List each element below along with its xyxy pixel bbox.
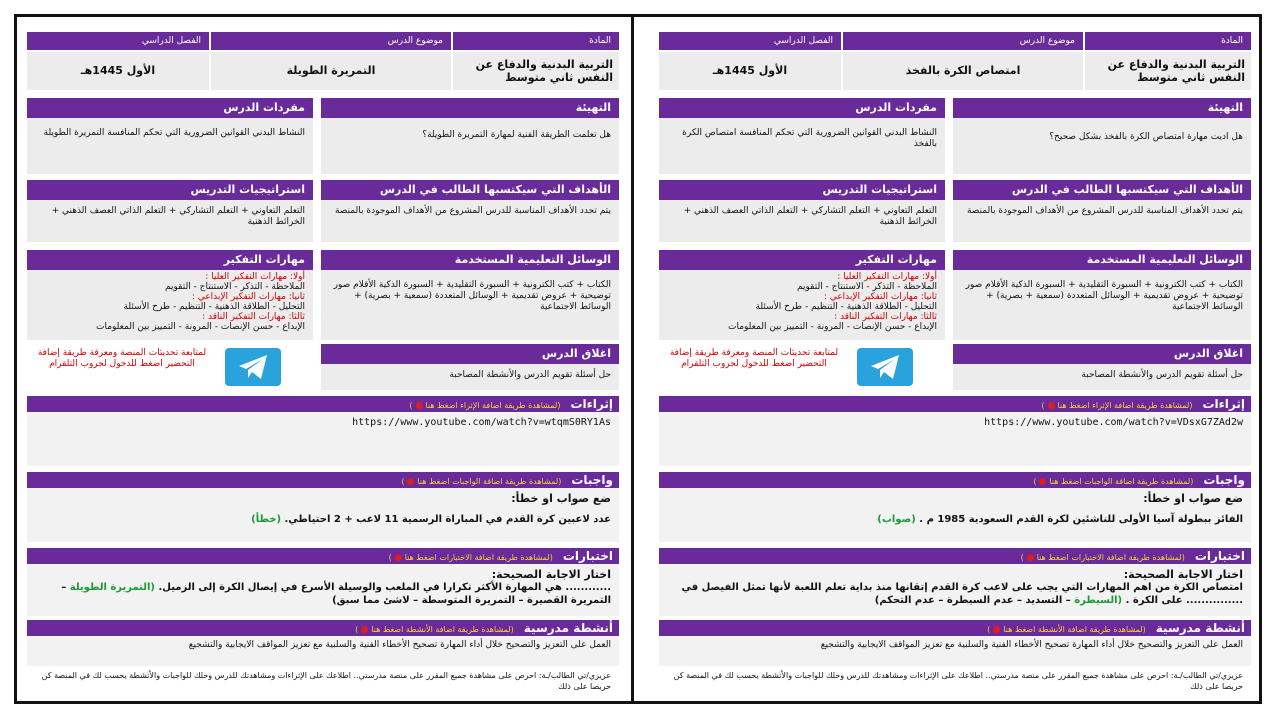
hint-dot-icon [1027,554,1034,561]
lesson-plan-page-1 [27,32,619,698]
enrich-header [659,396,1251,412]
aids-text: الكتاب + كتب الكترونية + السبورة التقليدية + السبورة الذكية الأقلام صور توضيحية + عروض تقديمية + الوسائل المتعددة (سمعية + بصرية) + الوسائط الاجتماعية [333,280,611,312]
tests-note-link[interactable]: (لمشاهدة طريقة اضافة الاختبارات اضغط هنا) [388,553,553,562]
subject-header: المادة [453,32,619,50]
topic-header: موضوع الدرس [211,32,451,50]
closing-text: حل أسئلة تقويم الدرس والأنشطة المصاحبة [449,370,611,380]
enrich-url-link[interactable]: https://www.youtube.com/watch?v=VDsxG7ZAd2w [659,412,1251,466]
hint-dot-icon [1048,402,1055,409]
tf-title: ضع صواب او خطأ: [1143,492,1243,505]
tests-title: اختبارات [562,549,613,563]
tests-note-link[interactable]: (لمشاهدة طريقة اضافة الاختبارات اضغط هنا) [1020,553,1185,562]
thinking-level-1: أولا: مهارات التفكير العليا : [837,272,937,282]
thinking-section [27,250,313,340]
mcq-question: ............ هي المهارة الأكثر تكرارا في الملعب والوسيلة الأسرع في إيصال الكرة إلى الزميل. [158,582,611,593]
hint-dot-icon [993,626,1000,633]
thinking-section [659,250,945,340]
telegram-link-text[interactable]: لمتابعة تحديثات المنصة ومعرفة طريقة إضافة التحضير اضغط للدخول لجروب التلقرام [37,348,207,369]
enrich-section [27,396,619,466]
strategies-text: التعلم التعاوني + التعلم التشاركي + التعلم الذاتي العصف الذهني + الخرائط الذهنية [51,206,305,227]
goals-title: الأهداف التي سيكتسبها الطالب في الدرس [953,180,1251,200]
aids-title: الوسائل التعليمية المستخدمة [321,250,619,270]
homework-note-link[interactable]: (لمشاهدة طريقة اضافة الواجبات اضغط هنا) [401,477,562,486]
subject-value: التربية البدنية والدفاع عن النفس ثاني متوسط [1085,52,1251,90]
tests-header [659,548,1251,564]
telegram-icon [237,354,269,380]
thinking-list-1: الملاحظة - التذكر - الاستنتاج - التقويم [165,282,305,292]
tf-question: عدد لاعبين كرة القدم في المباراة الرسمية 11 لاعب + 2 احتياطي. [284,514,611,525]
thinking-level-1: أولا: مهارات التفكير العليا : [205,272,305,282]
aids-section [953,250,1251,340]
page-divider [631,14,634,704]
mcq-answer: (السيطرة [1074,595,1123,606]
mcq-answer: (التمريرة الطويلة [69,582,155,593]
activities-title: أنشطة مدرسية [1155,621,1245,635]
telegram-link-text[interactable]: لمتابعة تحديثات المنصة ومعرفة طريقة إضافة التحضير اضغط للدخول لجروب التلقرام [669,348,839,369]
subject-value: التربية البدنية والدفاع عن النفس ثاني متوسط [453,52,619,90]
lesson-plan-page-2 [659,32,1251,698]
term-value: الأول 1445هـ [659,52,841,90]
thinking-level-3: ثالثا: مهارات التفكير الناقد : [202,312,305,322]
enrich-section [659,396,1251,466]
closing-title: اغلاق الدرس [321,344,619,364]
homework-note-link[interactable]: (لمشاهدة طريقة اضافة الواجبات اضغط هنا) [1033,477,1194,486]
topic-header: موضوع الدرس [843,32,1083,50]
term-header: الفصل الدراسي [659,32,841,50]
homework-body [27,488,619,542]
homework-header [659,472,1251,488]
warmup-title: التهيئة [321,98,619,118]
thinking-list-2: التحليل - الطلاقة الذهنية - التنظيم - طرح الأسئلة [123,302,305,312]
tests-header [27,548,619,564]
strategies-title: استراتيجيات التدريس [27,180,313,200]
warmup-section [321,98,619,174]
thinking-list-3: الإبداع - حسن الإنصات - المرونة - التمييز بين المعلومات [728,322,937,332]
thinking-level-2: ثانيا: مهارات التفكير الإبداعي : [823,292,937,302]
vocab-text: النشاط البدني القوانين الضرورية التي تحكم المنافسة امتصاص الكرة بالفخذ [682,128,937,149]
strategies-title: استراتيجيات التدريس [659,180,945,200]
activities-text: العمل على التعزيز والتصحيح خلال أداء المهارة تصحيح الأخطاء الفنية والسلبية مع تعزيز المواقف الايجابية والتشجيع [659,636,1251,666]
subject-header: المادة [1085,32,1251,50]
strategies-section [659,180,945,242]
mcq-question: امتصاص الكرة من اهم المهارات التي يجب على لاعب كرة القدم إتقانها منذ بداية تعلم اللعبة لأنها تمثل الفيصل في ............... على الكرة . [681,582,1243,606]
tests-body [659,564,1251,616]
vocab-section [659,98,945,174]
tf-answer: (خطأ) [251,514,282,525]
activities-title: أنشطة مدرسية [523,621,613,635]
vocab-title: مفردات الدرس [27,98,313,118]
mcq-options: – التمريرة القصيرة – التمريرة المتوسطة – لاشئ مما سبق) [61,582,611,606]
homework-section [27,472,619,542]
thinking-body [27,270,313,338]
activities-header [659,620,1251,636]
strategies-section [27,180,313,242]
thinking-list-1: الملاحظة - التذكر - الاستنتاج - التقويم [797,282,937,292]
closing-title: اغلاق الدرس [953,344,1251,364]
student-footer-note: عزيزي/تي الطالب/ـة: احرص على مشاهدة جميع المقرر على منصة مدرستي.. اطلاعك على الإثراءات ومشاهدتك للدرس وحلك للواجبات والأنشطة يحسب لك في المنصة كن حريصا على ذلك [659,668,1251,698]
tf-question: الفائز ببطولة آسيا الأولى للناشئين لكرة القدم السعودية 1985 م . [919,514,1243,525]
enrich-header [27,396,619,412]
homework-section [659,472,1251,542]
goals-title: الأهداف التي سيكتسبها الطالب في الدرس [321,180,619,200]
homework-body [659,488,1251,542]
homework-title: واجبات [571,473,613,487]
warmup-section [953,98,1251,174]
enrich-title: إثراءات [1202,397,1245,411]
activities-note-link[interactable]: (لمشاهدة طريقة اضافة الأنشطة اضغط هنا) [355,625,514,634]
homework-header [27,472,619,488]
tf-question-row [35,513,611,526]
activities-note-link[interactable]: (لمشاهدة طريقة اضافة الأنشطة اضغط هنا) [987,625,1146,634]
tests-section [27,548,619,616]
thinking-level-2: ثانيا: مهارات التفكير الإبداعي : [191,292,305,302]
goals-section [953,180,1251,242]
hint-dot-icon [361,626,368,633]
hint-dot-icon [407,478,414,485]
mcq-options: – التسديد – عدم السيطرة – عدم التحكم) [874,595,1071,606]
thinking-body [659,270,945,338]
activities-header [27,620,619,636]
aids-title: الوسائل التعليمية المستخدمة [953,250,1251,270]
enrich-url-link[interactable]: https://www.youtube.com/watch?v=wtqmS0RY1As [27,412,619,466]
mcq-question-row [35,581,611,607]
homework-title: واجبات [1203,473,1245,487]
hint-dot-icon [416,402,423,409]
mcq-question-row [667,581,1243,607]
warmup-text: هل تعلمت الطريقة الفنية لمهارة التمريرة الطويلة؟ [422,130,611,140]
mcq-title: اختار الاجابة الصحيحة: [491,568,611,581]
tests-body [27,564,619,616]
aids-text: الكتاب + كتب الكترونية + السبورة التقليدية + السبورة الذكية الأقلام صور توضيحية + عروض تقديمية + الوسائل المتعددة (سمعية + بصرية) + الوسائط الاجتماعية [965,280,1243,312]
activities-text: العمل على التعزيز والتصحيح خلال أداء المهارة تصحيح الأخطاء الفنية والسلبية مع تعزيز المواقف الايجابية والتشجيع [27,636,619,666]
enrich-title: إثراءات [570,397,613,411]
telegram-button[interactable] [857,348,913,386]
closing-text: حل أسئلة تقويم الدرس والأنشطة المصاحبة [1081,370,1243,380]
goals-section [321,180,619,242]
closing-section [321,344,619,390]
topic-value: امتصاص الكرة بالفخذ [843,52,1083,90]
thinking-list-3: الإبداع - حسن الإنصات - المرونة - التمييز بين المعلومات [96,322,305,332]
vocab-text: النشاط البدني القوانين الضرورية التي تحكم المنافسة التمريرة الطويلة [43,128,305,138]
vocab-title: مفردات الدرس [659,98,945,118]
student-footer-note: عزيزي/تي الطالب/ـة: احرص على مشاهدة جميع المقرر على منصة مدرستي.. اطلاعك على الإثراءات ومشاهدتك للدرس وحلك للواجبات والأنشطة يحسب لك في المنصة كن حريصا على ذلك [27,668,619,698]
warmup-title: التهيئة [953,98,1251,118]
thinking-list-2: التحليل - الطلاقة الذهنية - التنظيم - طرح الأسئلة [755,302,937,312]
tf-title: ضع صواب او خطأ: [511,492,611,505]
tests-section [659,548,1251,616]
mcq-title: اختار الاجابة الصحيحة: [1123,568,1243,581]
telegram-icon [869,354,901,380]
strategies-text: التعلم التعاوني + التعلم التشاركي + التعلم الذاتي العصف الذهني + الخرائط الذهنية [683,206,937,227]
thinking-level-3: ثالثا: مهارات التفكير الناقد : [834,312,937,322]
term-header: الفصل الدراسي [27,32,209,50]
term-value: الأول 1445هـ [27,52,209,90]
vocab-section [27,98,313,174]
goals-text: يتم تحدد الأهداف المناسبة للدرس المشروع من الأهداف الموجودة بالمنصة [966,206,1243,216]
activities-section [659,620,1251,666]
goals-text: يتم تحدد الأهداف المناسبة للدرس المشروع من الأهداف الموجودة بالمنصة [334,206,611,216]
tf-answer: (صواب) [877,514,916,525]
thinking-title: مهارات التفكير [27,250,313,270]
closing-section [953,344,1251,390]
hint-dot-icon [395,554,402,561]
enrich-note-link[interactable]: (لمشاهدة طريقة اضافة الإثراء اضغط هنا) [1041,401,1193,410]
tests-title: اختبارات [1194,549,1245,563]
telegram-button[interactable] [225,348,281,386]
aids-section [321,250,619,340]
enrich-note-link[interactable]: (لمشاهدة طريقة اضافة الإثراء اضغط هنا) [409,401,561,410]
thinking-title: مهارات التفكير [659,250,945,270]
topic-value: التمريرة الطويلة [211,52,451,90]
warmup-text: هل اديت مهارة امتصاص الكرة بالفخذ بشكل صحيح؟ [1049,132,1243,142]
activities-section [27,620,619,666]
tf-question-row [667,513,1243,526]
hint-dot-icon [1039,478,1046,485]
